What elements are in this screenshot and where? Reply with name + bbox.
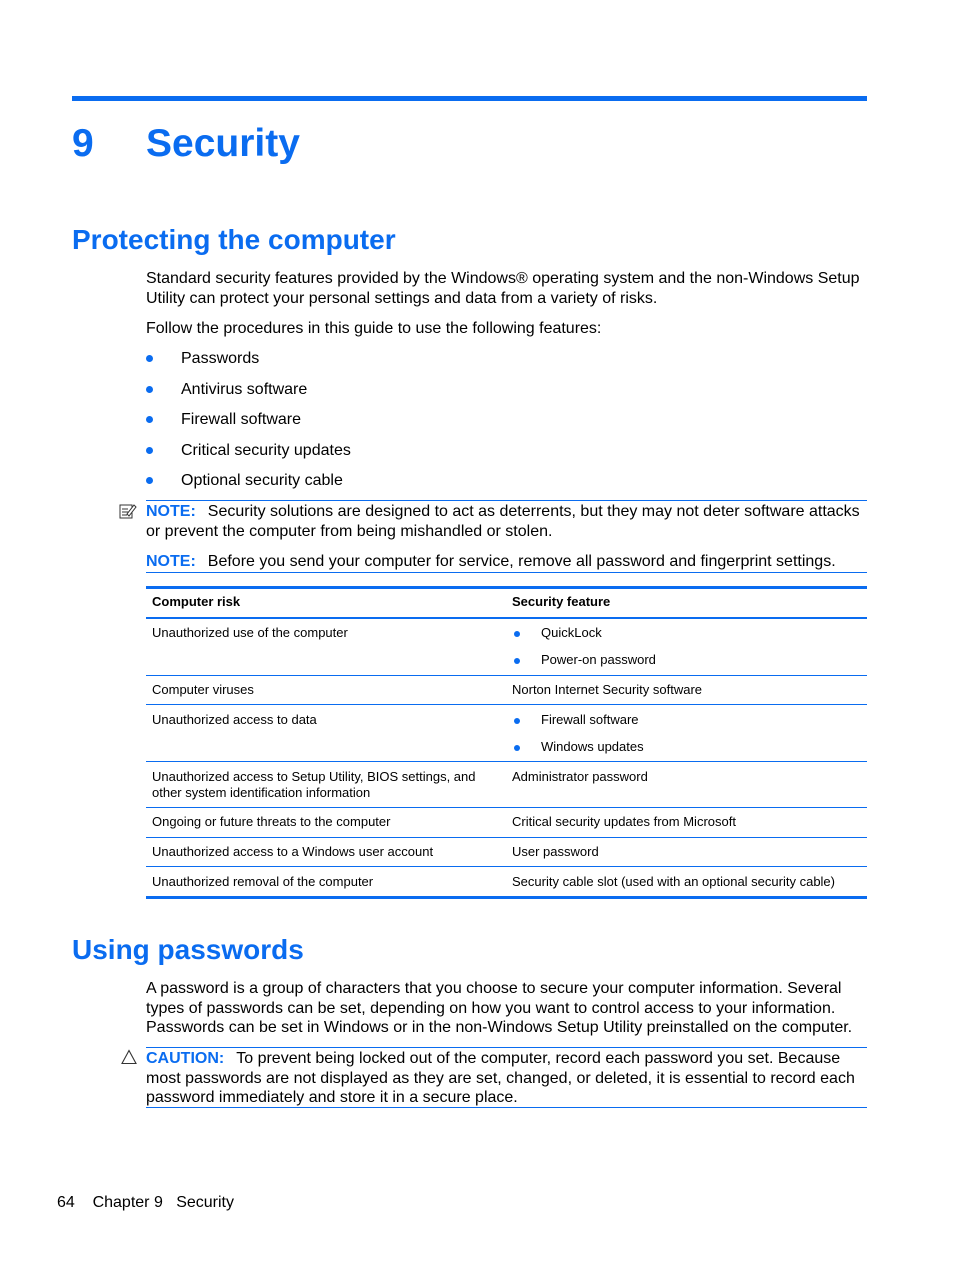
intro-line: Utility can protect your personal settings and data from a variety of risks. bbox=[146, 289, 658, 307]
table-cell-feature: Security cable slot (used with an optional security cable) bbox=[512, 874, 835, 889]
bullet-icon bbox=[146, 355, 153, 362]
bullet-icon bbox=[514, 631, 520, 637]
table-cell-risk: Ongoing or future threats to the computer bbox=[152, 814, 391, 829]
table-row-rule bbox=[146, 866, 867, 867]
table-header-rule bbox=[146, 617, 867, 619]
table-row-rule bbox=[146, 704, 867, 705]
intro-line: Standard security features provided by the Windows® operating system and the non-Windows Setup bbox=[146, 270, 860, 287]
table-cell-risk: Unauthorized use of the computer bbox=[152, 625, 348, 640]
table-cell-feature: Administrator password bbox=[512, 769, 648, 784]
table-row-rule bbox=[146, 761, 867, 762]
caution-triangle-icon bbox=[121, 1049, 137, 1065]
bullet-icon bbox=[146, 447, 153, 454]
table-cell-feature: Norton Internet Security software bbox=[512, 682, 703, 697]
note-service: NOTE: Before you send your computer for service, remove all password and fingerprint settings. bbox=[146, 553, 836, 570]
passwords-paragraph: A password is a group of characters that you choose to secure your computer information. Several types of passwords can be set, depending on how you want to control access to your information. Passwords can be set in Windows or in the non-Windows Setup Utility preinstalled on the computer. bbox=[146, 980, 853, 1036]
chapter-rule bbox=[72, 96, 867, 101]
table-cell-risk: Unauthorized access to Setup Utility, BIOS settings, and other system identification information bbox=[152, 769, 476, 800]
footer-chapter: Chapter 9 bbox=[92, 1194, 163, 1211]
caution-rule-bottom bbox=[146, 1107, 867, 1108]
bullet-icon bbox=[146, 477, 153, 484]
table-cell-feature: Windows updates bbox=[541, 739, 644, 754]
table-cell-risk: Unauthorized access to a Windows user account bbox=[152, 844, 434, 859]
section-heading-protecting: Protecting the computer bbox=[72, 224, 396, 255]
table-header-risk: Computer risk bbox=[152, 594, 241, 609]
table-cell-feature: QuickLock bbox=[541, 625, 602, 640]
note-pencil-icon bbox=[119, 502, 137, 520]
table-header-feature: Security feature bbox=[512, 594, 611, 609]
table-row-rule bbox=[146, 807, 867, 808]
table-cell-feature: User password bbox=[512, 844, 599, 859]
table-cell-risk: Unauthorized access to data bbox=[152, 712, 317, 727]
table-cell-feature: Critical security updates from Microsoft bbox=[512, 814, 736, 829]
bullet-icon bbox=[514, 658, 520, 664]
note-label: NOTE: bbox=[146, 503, 196, 520]
intro-paragraph bbox=[146, 269, 868, 308]
note-security-solutions: NOTE: Security solutions are designed to act as deterrents, but they may not deter software attacks or prevent the computer from being mishandled or stolen. bbox=[146, 503, 860, 540]
section-heading-passwords: Using passwords bbox=[72, 934, 304, 965]
bullet-icon bbox=[146, 416, 153, 423]
table-cell-feature: Power-on password bbox=[541, 652, 656, 667]
caution-rule-top bbox=[146, 1047, 867, 1048]
table-cell-risk: Computer viruses bbox=[152, 682, 254, 697]
table-rule-top bbox=[146, 586, 867, 589]
bullet-icon bbox=[514, 745, 520, 751]
follow-paragraph: Follow the procedures in this guide to use the following features: bbox=[146, 320, 602, 337]
caution-label: CAUTION: bbox=[146, 1050, 225, 1067]
footer-title: Security bbox=[176, 1194, 234, 1211]
note-label: NOTE: bbox=[146, 553, 196, 570]
bullet-icon bbox=[146, 386, 153, 393]
page-number: 64 bbox=[57, 1194, 75, 1211]
note-rule-top bbox=[146, 500, 867, 501]
page-footer bbox=[57, 1193, 234, 1212]
chapter-number: 9 bbox=[72, 122, 94, 165]
note-rule-bottom bbox=[146, 572, 867, 573]
chapter-title: Security bbox=[146, 122, 300, 165]
table-cell-risk: Unauthorized removal of the computer bbox=[152, 874, 374, 889]
table-row-rule bbox=[146, 675, 867, 676]
bullet-icon bbox=[514, 718, 520, 724]
table-row-rule bbox=[146, 837, 867, 838]
table-cell-feature: Firewall software bbox=[541, 712, 639, 727]
table-rule-bottom bbox=[146, 896, 867, 899]
caution-note: CAUTION: To prevent being locked out of the computer, record each password you set. Because most passwords are not displayed as they are set, changed, or deleted, it is essential to record each password immediately and store it in a secure place. bbox=[146, 1050, 855, 1106]
